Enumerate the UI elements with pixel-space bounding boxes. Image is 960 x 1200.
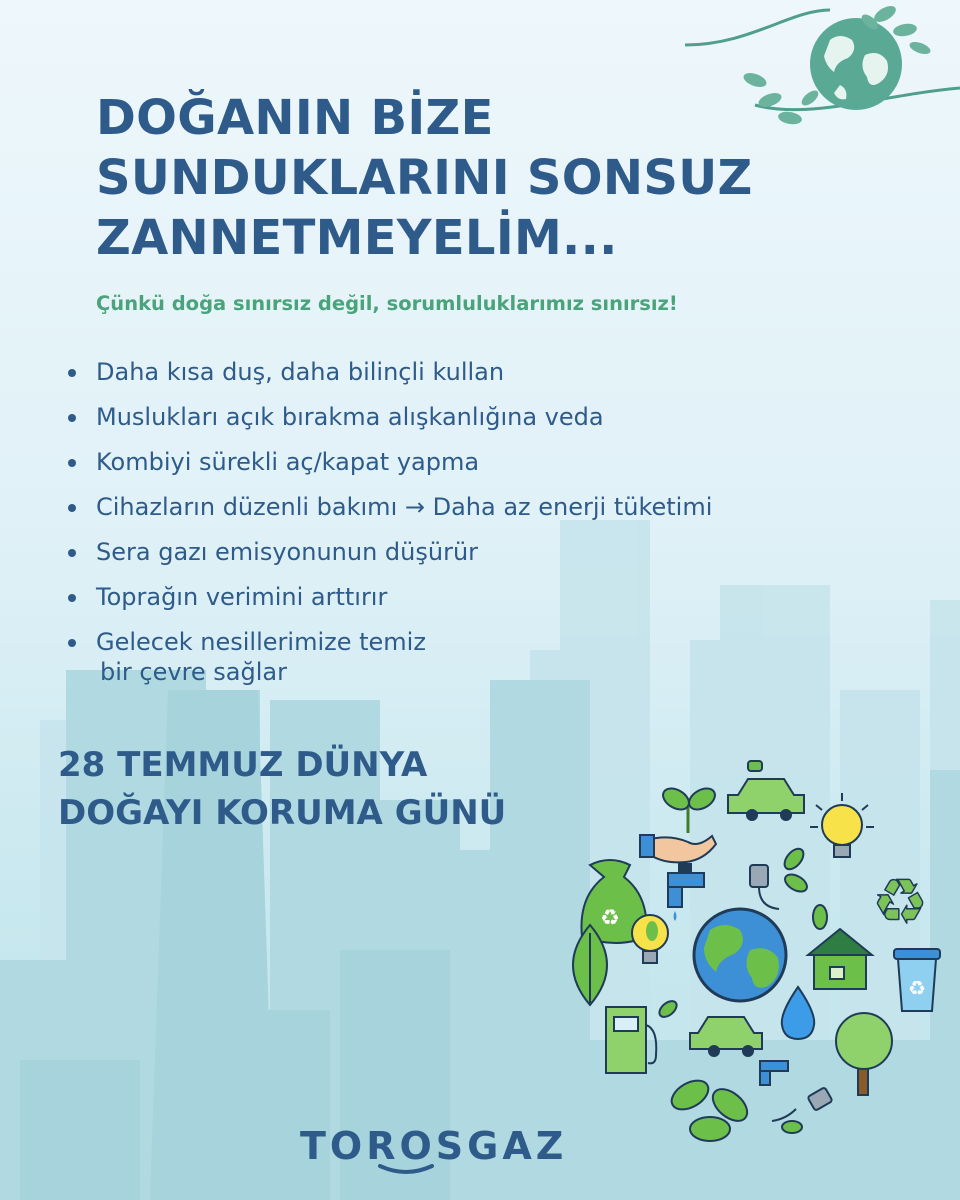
lightbulb-icon [632,915,668,963]
eco-icons-cluster [560,755,960,1145]
recycle-bin-icon [894,949,940,1011]
svg-text:♻: ♻ [908,978,926,1000]
tree-icon [836,1013,892,1095]
headline-line-1: DOĞANIN BİZE [96,90,494,146]
list-item [62,402,712,432]
event-title-line-2: DOĞAYI KORUMA GÜNÜ [58,793,507,833]
svg-text:♻: ♻ [600,905,620,930]
fuel-pump-icon [606,998,680,1073]
event-title [58,741,506,837]
leaf-icon [667,1075,753,1141]
list-item-text: Muslukları açık bırakma alışkanlığına veda [96,403,604,431]
list-item-text: Cihazların düzenli bakımı → Daha az enerji tüketimi [96,493,713,521]
faucet-icon [760,1061,788,1085]
list-item [62,447,712,477]
car-icon [728,761,804,821]
event-title-line-1: 28 TEMMUZ DÜNYA [58,745,428,785]
list-item-text: Gelecek nesillerimize temiz [96,628,426,656]
faucet-icon [668,863,704,921]
list-item [62,537,712,567]
list-item-text: Daha kısa duş, daha bilinçli kullan [96,358,505,386]
brand-logo-arc [376,1164,436,1176]
lightbulb-icon [810,793,874,857]
headline-line-2: SUNDUKLARINI SONSUZ [96,150,753,206]
list-item-text: Toprağın verimini arttırır [96,583,388,611]
tips-list [62,357,712,702]
seedling-hand-icon [640,784,719,862]
svg-text:♻: ♻ [872,868,928,937]
house-icon [808,905,872,989]
headline-line-3: ZANNETMEYELİM... [96,210,618,266]
list-item [62,627,712,687]
brand-logo: TOROSGAZ [300,1124,568,1168]
list-item [62,582,712,612]
list-item [62,357,712,387]
car-icon [690,1017,762,1057]
subheadline: Çünkü doğa sınırsız değil, sorumluluklarımız sınırsız! [96,292,678,315]
list-item [62,492,712,522]
recycle-icon [872,868,928,937]
headline [96,88,856,268]
list-item-text: Kombiyi sürekli aç/kapat yapma [96,448,480,476]
plug-icon [772,1087,833,1133]
list-item-text-continued: bir çevre sağlar [100,658,287,686]
plug-icon [750,845,810,909]
globe-icon [694,909,786,1001]
list-item-text: Sera gazı emisyonunun düşürür [96,538,479,566]
water-drop-icon [782,987,814,1039]
